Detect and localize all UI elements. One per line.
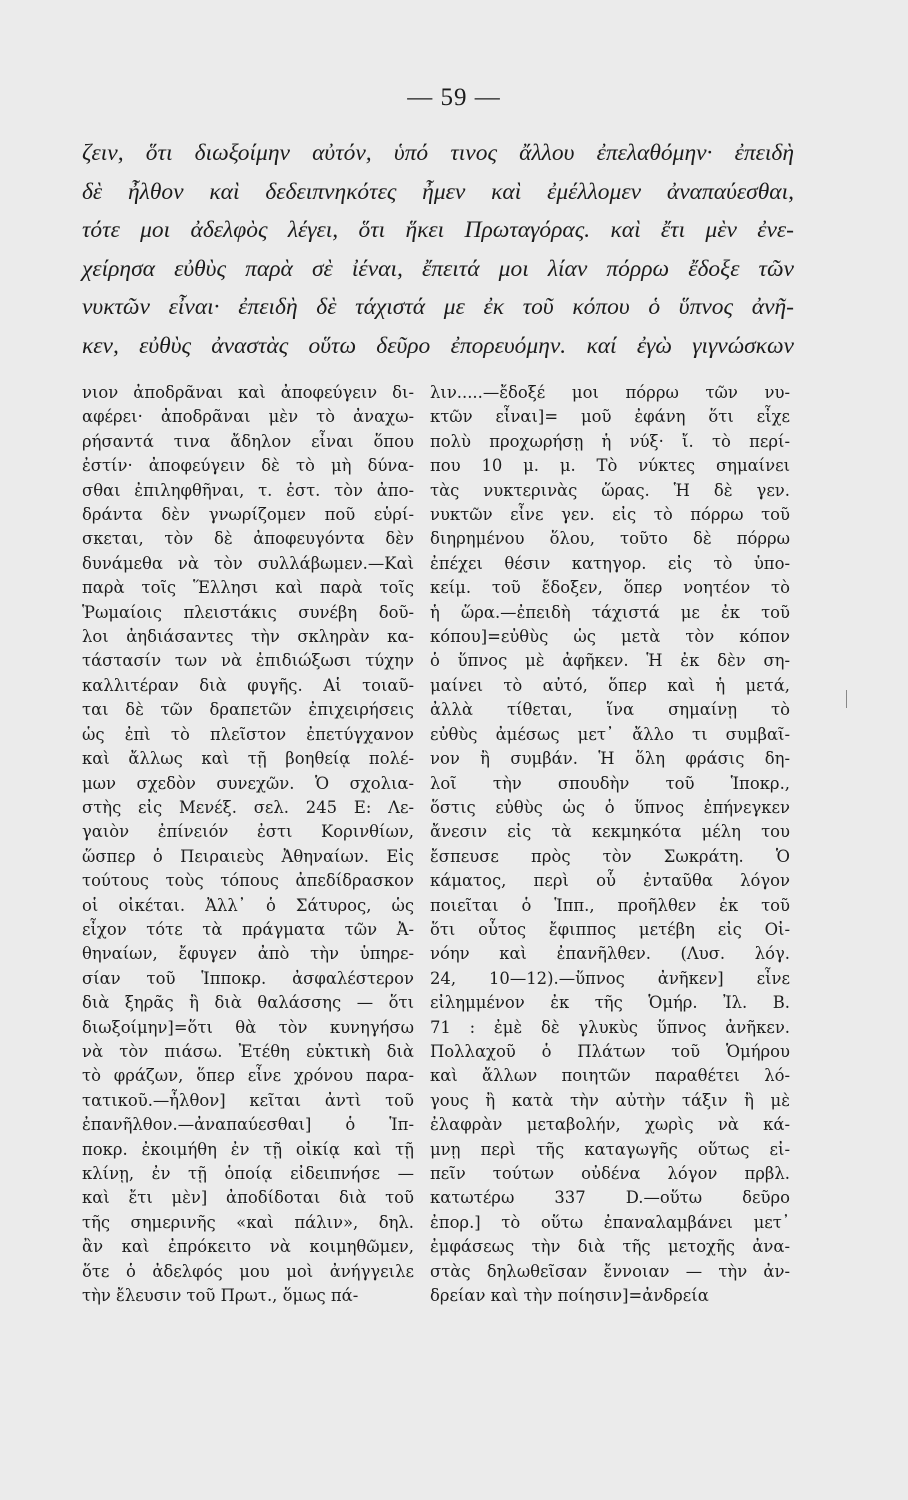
commentary-left-line: σίαν τοῦ Ἱπποκρ. ἀσφαλέστερον xyxy=(82,968,414,988)
commentary-left-line: κλίνῃ, ἐν τῇ ὁποίᾳ εἰδειπνήσε — xyxy=(82,1164,414,1183)
commentary-left-line: αφέρει· ἀποδρᾶναι μὲν τὸ ἀναχω- xyxy=(82,407,414,427)
commentary-right-line: ὅστις εὐθὺς ὡς ὁ ὕπνος ἐπήνεγκεν xyxy=(430,797,790,817)
commentary-left-line: γαιὸν ἐπίνειόν ἐστι Κορινθίων, xyxy=(82,822,414,842)
commentary-left-line: εἶχον τότε τὰ πράγματα τῶν Ἀ- xyxy=(82,919,414,939)
commentary-left-line: ὡς ἐπὶ τὸ πλεῖστον ἐπετύγχανον xyxy=(82,724,414,744)
commentary-right-line: νόην καὶ ἐπανῆλθεν. (Λυσ. λόγ. xyxy=(430,944,790,964)
commentary-right-line: ὅτι οὗτος ἔφιππος μετέβη εἰς Οἰ- xyxy=(430,919,790,939)
commentary-left-line: νὰ τὸν πιάσω. Ἐτέθη εὐκτικὴ διὰ xyxy=(82,1041,414,1061)
commentary-left-line: διὰ ξηρᾶς ἢ διὰ θαλάσσης — ὅτι xyxy=(82,993,414,1013)
commentary-left-line: δυνάμεθα νὰ τὸν συλλάβωμεν.—Καὶ xyxy=(82,553,414,573)
main-text-line: νυκτῶν εἶναι· ἐπειδὴ δὲ τάχιστά με ἐκ τοῦ κόπου ὁ ὕπνος ἀνῆ- xyxy=(82,294,794,320)
commentary-right-line: που 10 μ. μ. Τὸ νύκτες σημαίνει xyxy=(430,456,790,476)
commentary-left-line: δράντα δὲν γνωρίζομεν ποῦ εὑρί- xyxy=(82,505,414,525)
commentary-right-line: ἐμφάσεως τὴν διὰ τῆς μετοχῆς ἀνα- xyxy=(430,1237,790,1257)
commentary-right-line: Πολλαχοῦ ὁ Πλάτων τοῦ Ὁμήρου xyxy=(430,1041,790,1061)
commentary-left-line: ται δὲ τῶν δραπετῶν ἐπιχειρήσεις xyxy=(82,700,414,720)
commentary-right-line: ἐπέχει θέσιν κατηγορ. εἰς τὸ ὑπο- xyxy=(430,553,790,573)
commentary-left-line: τὴν ἔλευσιν τοῦ Πρωτ., ὅμως πά- xyxy=(82,1286,359,1306)
commentary-left-column xyxy=(82,381,414,1308)
commentary-left-line: ὥσπερ ὁ Πειραιεὺς Ἀθηναίων. Εἰς xyxy=(82,846,414,866)
commentary-left-line: ὅτε ὁ ἀδελφός μου μοὶ ἀνήγγειλε xyxy=(82,1261,414,1281)
commentary-left-line: σκεται, τὸν δὲ ἀποφευγόντα δὲν xyxy=(82,529,414,549)
commentary-right-line: ἡ ὥρα.—ἐπειδὴ τάχιστά με ἐκ τοῦ xyxy=(430,602,790,622)
commentary-right-line: στὰς δηλωθεῖσαν ἔννοιαν — τὴν ἀν- xyxy=(430,1261,790,1281)
commentary-left-line: Ῥωμαίοις πλειστάκις συνέβη δοῦ- xyxy=(82,602,414,622)
commentary-right-line: γους ἢ κατὰ τὴν αὐτὴν τάξιν ἢ μὲ xyxy=(430,1090,790,1110)
commentary-left-line: τάστασίν των νὰ ἐπιδιώξωσι τύχην xyxy=(82,651,414,671)
commentary-right-line: ὁ ὕπνος μὲ ἀφῆκεν. Ἡ ἐκ δὲν ση- xyxy=(430,651,790,671)
commentary-left-line: ποκρ. ἐκοιμήθη ἐν τῇ οἰκίᾳ καὶ τῇ xyxy=(82,1139,414,1159)
main-text-line: ζειν, ὅτι διωξοίμην αὐτόν, ὑπό τινος ἄλλου ἐπελαθόμην· ἐπειδὴ xyxy=(82,140,794,166)
commentary-right-line: ποιεῖται ὁ Ἱππ., προῆλθεν ἐκ τοῦ xyxy=(430,895,790,915)
commentary-right-line: κείμ. τοῦ ἔδοξεν, ὅπερ νοητέον τὸ xyxy=(430,578,790,598)
commentary-right-line: εἰλημμένον ἐκ τῆς Ὁμήρ. Ἰλ. Β. xyxy=(430,993,790,1013)
commentary-left-line: οἱ οἰκέται. Ἀλλ᾽ ὁ Σάτυρος, ὡς xyxy=(82,895,414,915)
commentary-right-line: 24, 10—12).—ὕπνος ἀνῆκεν] εἶνε xyxy=(430,968,790,988)
commentary-left-line: νιον ἀποδρᾶναι καὶ ἀποφεύγειν δι- xyxy=(82,383,414,402)
commentary-right-line: νυκτῶν εἶνε γεν. εἰς τὸ πόρρω τοῦ xyxy=(430,505,790,525)
commentary-right-line: λιν.....—ἔδοξέ μοι πόρρω τῶν νυ- xyxy=(430,383,790,402)
commentary-left-line: ἐστίν· ἀποφεύγειν δὲ τὸ μὴ δύνα- xyxy=(82,456,414,476)
commentary-right-line: διηρημένου ὅλου, τοῦτο δὲ πόρρω xyxy=(430,529,790,549)
commentary-right-line: μαίνει τὸ αὐτό, ὅπερ καὶ ἡ μετά, xyxy=(430,675,790,695)
commentary-right-line: κόπου]=εὐθὺς ὡς μετὰ τὸν κόπον xyxy=(430,627,790,647)
commentary-right-line: πολὺ προχωρήσῃ ἡ νύξ· ἴ. τὸ περί- xyxy=(430,431,790,451)
commentary-left-line: τὸ φράζων, ὅπερ εἶνε χρόνου παρα- xyxy=(82,1066,414,1086)
commentary-right-line: νον ἢ συμβάν. Ἡ ὅλη φράσις δη- xyxy=(430,749,790,769)
page-number: — 59 — xyxy=(407,84,501,111)
commentary-right-line: καὶ ἄλλων ποιητῶν παραθέτει λό- xyxy=(430,1066,790,1086)
commentary-left-line: θηναίων, ἔφυγεν ἀπὸ τὴν ὑπηρε- xyxy=(82,944,414,964)
main-greek-text xyxy=(82,134,794,365)
commentary-right-line: πεῖν τούτων οὐδένα λόγον πρβλ. xyxy=(430,1164,790,1183)
commentary-right-line: ἐπορ.] τὸ οὕτω ἐπαναλαμβάνει μετ᾽ xyxy=(430,1212,790,1232)
commentary-right-line: 71 : ἐμὲ δὲ γλυκὺς ὕπνος ἀνῆκεν. xyxy=(430,1017,790,1037)
main-text-line: δὲ ἦλθον καὶ δεδειπνηκότες ἦμεν καὶ ἐμέλλομεν ἀναπαύεσθαι, xyxy=(82,178,794,205)
commentary-left-line: καὶ ἄλλως καὶ τῇ βοηθείᾳ πολέ- xyxy=(82,749,414,769)
commentary-left-line: τῆς σημερινῆς «καὶ πάλιν», δηλ. xyxy=(82,1212,414,1232)
commentary-left-line: παρὰ τοῖς Ἕλλησι καὶ παρὰ τοῖς xyxy=(82,578,414,598)
commentary-left-line: τούτους τοὺς τόπους ἀπεδίδρασκον xyxy=(82,871,414,891)
commentary-left-line: μων σχεδὸν συνεχῶν. Ὁ σχολια- xyxy=(82,773,414,793)
commentary-right-line: κατωτέρω 337 D.—οὕτω δεῦρο xyxy=(430,1188,790,1208)
commentary-left-line: καὶ ἔτι μὲν] ἀποδίδοται διὰ τοῦ xyxy=(82,1188,414,1208)
margin-mark xyxy=(846,690,847,708)
commentary-left-line: ἐπανῆλθον.—ἀναπαύεσθαι] ὁ Ἱπ- xyxy=(82,1115,414,1135)
commentary-right-line: κτῶν εἶναι]= μοῦ ἐφάνη ὅτι εἶχε xyxy=(430,407,790,427)
commentary-right-line: λοῖ τὴν σπουδὴν τοῦ Ἱποκρ., xyxy=(430,773,790,793)
commentary-right-line: ἔσπευσε πρὸς τὸν Σωκράτη. Ὁ xyxy=(430,846,790,866)
commentary-right-line: ἀλλὰ τίθεται, ἵνα σημαίνῃ τὸ xyxy=(430,700,790,720)
commentary-left-line: λοι ἀηδιάσαντες τὴν σκληρὰν κα- xyxy=(82,627,414,647)
commentary-right-column xyxy=(430,381,790,1308)
commentary-right-line: ἐλαφρὰν μεταβολήν, χωρὶς νὰ κά- xyxy=(430,1115,790,1135)
main-text-line: τότε μοι ἀδελφὸς λέγει, ὅτι ἥκει Πρωταγόρας. καὶ ἔτι μὲν ἐνε- xyxy=(82,217,794,243)
main-text-line: κεν, εὐθὺς ἀναστὰς οὕτω δεῦρο ἐπορευόμην. καί ἐγὼ γιγνώσκων xyxy=(82,332,794,359)
commentary-right-line: κάματος, περὶ οὗ ἐνταῦθα λόγον xyxy=(430,871,790,891)
commentary-left-line: στὴς εἰς Μενέξ. σελ. 245 Ε: Λε- xyxy=(82,797,414,817)
commentary-left-line: ρήσαντά τινα ἄδηλον εἶναι ὅπου xyxy=(82,431,414,451)
commentary-left-line: διωξοίμην]=ὅτι θὰ τὸν κυνηγήσω xyxy=(82,1017,414,1037)
main-text-line: χείρησα εὐθὺς παρὰ σὲ ἰέναι, ἔπειτά μοι λίαν πόρρω ἔδοξε τῶν xyxy=(82,255,794,282)
commentary-right-line: ἄνεσιν εἰς τὰ κεκμηκότα μέλη του xyxy=(430,822,790,842)
commentary-left-line: σθαι ἐπιληφθῆναι, τ. ἐστ. τὸν ἀπο- xyxy=(82,480,414,500)
commentary-right-line: τὰς νυκτερινὰς ὥρας. Ἡ δὲ γεν. xyxy=(430,480,790,500)
commentary-left-line: καλλιτέραν διὰ φυγῆς. Αἱ τοιαῦ- xyxy=(82,675,414,695)
commentary-left-line: ἂν καὶ ἐπρόκειτο νὰ κοιμηθῶμεν, xyxy=(82,1237,414,1257)
commentary-right-line: εὐθὺς ἀμέσως μετ᾽ ἄλλο τι συμβαῖ- xyxy=(430,724,790,744)
commentary-right-line: μνῃ περὶ τῆς καταγωγῆς οὕτως εἰ- xyxy=(430,1139,790,1159)
commentary-right-line: δρείαν καὶ τὴν ποίησιν]=ἀνδρεία xyxy=(430,1286,709,1306)
commentary-left-line: τατικοῦ.—ἦλθον] κεῖται ἀντὶ τοῦ xyxy=(82,1090,414,1110)
